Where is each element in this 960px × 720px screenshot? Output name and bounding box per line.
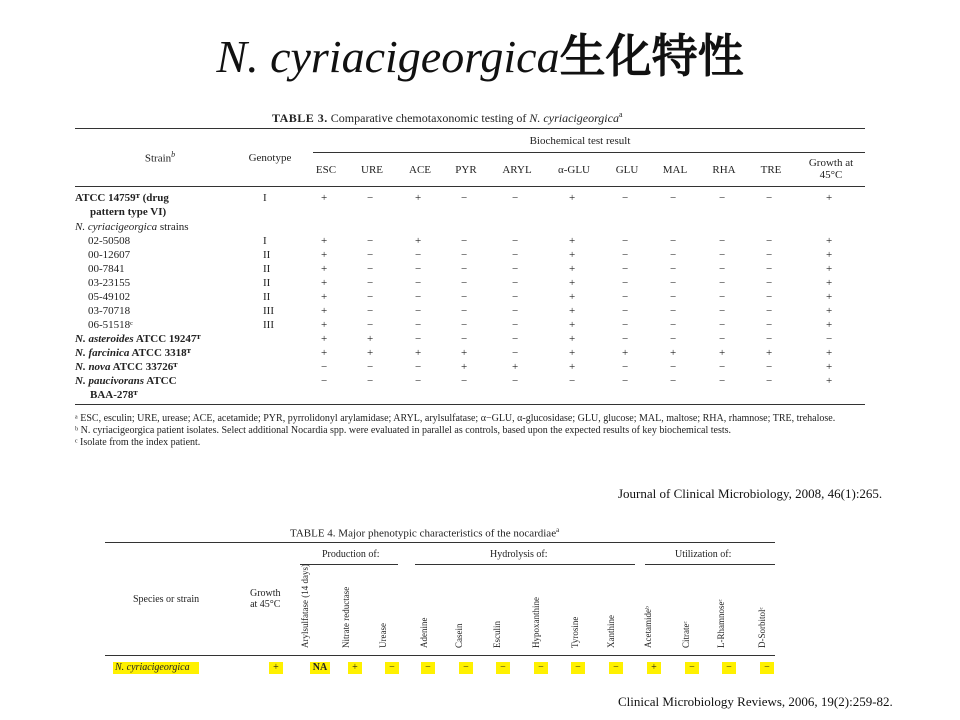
- table3-result-cell: +: [670, 347, 677, 359]
- table3-result-cell: −: [766, 375, 773, 387]
- table3-genotype-cell: II: [263, 249, 271, 261]
- table3-result-cell: −: [670, 192, 677, 204]
- table3-result-cell: +: [826, 263, 833, 275]
- table3-test-header: ARYL: [502, 164, 532, 176]
- table3-result-cell: +: [321, 249, 328, 261]
- table3-result-cell: −: [670, 361, 677, 373]
- table4-group-hydrolysis-rule: [415, 564, 635, 565]
- table3-result-cell: +: [826, 249, 833, 261]
- table4-row-value: +: [647, 662, 661, 674]
- table3-result-cell: −: [719, 375, 726, 387]
- table3-result-cell: +: [569, 192, 576, 204]
- table3-result-cell: −: [367, 192, 374, 204]
- table3-result-cell: −: [622, 235, 629, 247]
- table4-col-species: Species or strain: [133, 594, 200, 605]
- table3-result-cell: +: [415, 347, 422, 359]
- table3-result-cell: −: [622, 375, 629, 387]
- title-cjk: 生化特性: [559, 29, 744, 83]
- table3-col-growth-line1: Growth at: [808, 157, 854, 169]
- table3-result-cell: −: [461, 375, 468, 387]
- table3-result-cell: −: [415, 291, 422, 303]
- table3-strain-label: 06-51518ᶜ: [88, 319, 133, 331]
- table3-result-cell: −: [461, 235, 468, 247]
- table3-result-cell: −: [367, 277, 374, 289]
- table3-result-cell: +: [321, 235, 328, 247]
- table4-col-growth: [250, 588, 281, 610]
- table3-result-cell: −: [766, 192, 773, 204]
- table3-result-cell: −: [766, 319, 773, 331]
- table3-result-cell: −: [415, 249, 422, 261]
- table4-column-header: Acetamideᵇ: [643, 606, 653, 648]
- table4-row-value: −: [722, 662, 736, 674]
- table3-result-cell: −: [461, 305, 468, 317]
- table3-result-cell: +: [321, 263, 328, 275]
- table4-row-value: −: [496, 662, 510, 674]
- table3-result-cell: −: [670, 235, 677, 247]
- table3-result-cell: +: [766, 347, 773, 359]
- table3-result-cell: −: [719, 361, 726, 373]
- table3-result-cell: +: [512, 361, 519, 373]
- table3-col-growth-line2: 45°C: [819, 169, 843, 181]
- table4-row-value: −: [459, 662, 473, 674]
- table3-result-cell: −: [622, 192, 629, 204]
- table3-result-cell: −: [719, 291, 726, 303]
- table4-group-production-rule: [300, 564, 398, 565]
- table3-test-header: ACE: [409, 164, 431, 176]
- table3-result-cell: +: [367, 333, 374, 345]
- table3-result-cell: −: [670, 375, 677, 387]
- table4-title: [290, 526, 559, 540]
- table3-result-cell: −: [670, 319, 677, 331]
- table4-column-header: Urease: [378, 623, 388, 648]
- table3-test-header: PYR: [455, 164, 477, 176]
- table3-strain-label: 03-70718: [88, 305, 131, 317]
- table3-result-cell: +: [367, 347, 374, 359]
- table3-col-genotype: Genotype: [248, 152, 292, 164]
- table3-result-cell: −: [766, 249, 773, 261]
- table3-result-cell: −: [622, 361, 629, 373]
- table3-result-cell: −: [367, 361, 374, 373]
- table4-row-value: +: [269, 662, 283, 674]
- table3-genotype-cell: I: [263, 235, 267, 247]
- table4-row-value: +: [348, 662, 362, 674]
- table3-result-cell: −: [719, 263, 726, 275]
- table3-result-cell: +: [321, 192, 328, 204]
- table3-result-cell: −: [367, 291, 374, 303]
- table3-result-cell: −: [622, 263, 629, 275]
- table3-result-cell: +: [826, 375, 833, 387]
- table3-strain-label: 00-7841: [88, 263, 125, 275]
- table4-title-text: TABLE 4. Major phenotypic characteristics of the nocardiae: [290, 527, 557, 540]
- table3-result-cell: +: [415, 235, 422, 247]
- table3-result-cell: +: [321, 305, 328, 317]
- table3-result-cell: −: [719, 305, 726, 317]
- table3-genotype-cell: II: [263, 263, 271, 275]
- table3-result-cell: −: [461, 249, 468, 261]
- table3-result-cell: +: [826, 192, 833, 204]
- table3-header-rule: [75, 186, 865, 187]
- table3-result-cell: −: [512, 249, 519, 261]
- table3-result-cell: −: [367, 235, 374, 247]
- table3-result-cell: −: [415, 319, 422, 331]
- table3-strain-label: N. asteroides ATCC 19247ᵀ: [75, 333, 201, 345]
- table3-test-header: α-GLU: [557, 164, 591, 176]
- table3-footnote-b: ᵇ N. cyriacigeorgica patient isolates. Select additional Nocardia spp. were evaluated in parallel as controls, based upon the expected results of key biochemical tests.: [75, 425, 732, 436]
- table4-column-header: Nitrate reductase: [341, 586, 351, 648]
- table3-result-cell: −: [622, 249, 629, 261]
- table3-result-cell: −: [719, 277, 726, 289]
- table4-col-growth-line1: Growth: [250, 588, 281, 599]
- table3-result-cell: +: [569, 277, 576, 289]
- table3-result-cell: −: [670, 305, 677, 317]
- table3-result-cell: −: [512, 333, 519, 345]
- table3-result-cell: −: [461, 291, 468, 303]
- table3-result-cell: +: [826, 361, 833, 373]
- table3-result-cell: +: [321, 319, 328, 331]
- table3-result-cell: +: [321, 291, 328, 303]
- table3-result-cell: −: [367, 305, 374, 317]
- table3-genotype-cell: III: [263, 305, 274, 317]
- table4-column-header: Casein: [454, 623, 464, 648]
- table4-group-utilization: Utilization of:: [675, 549, 732, 560]
- table3-result-cell: −: [766, 263, 773, 275]
- table3-group-rule: [313, 152, 865, 153]
- table3-result-cell: −: [512, 319, 519, 331]
- table3-result-cell: +: [321, 277, 328, 289]
- table3-result-cell: +: [569, 291, 576, 303]
- table3-result-cell: −: [766, 361, 773, 373]
- table3-result-cell: +: [826, 277, 833, 289]
- table3-col-strain: [120, 150, 200, 165]
- table3-result-cell: −: [622, 277, 629, 289]
- table3-title-text: Comparative chemotaxonomic testing of: [330, 111, 527, 125]
- table3-result-cell: +: [622, 347, 629, 359]
- table3-strain-label: N. cyriacigeorgica strains: [75, 221, 189, 233]
- table3-result-cell: +: [415, 192, 422, 204]
- table3-test-header: MAL: [662, 164, 688, 176]
- table3-result-cell: −: [569, 375, 576, 387]
- table3-result-cell: +: [569, 263, 576, 275]
- table3-result-cell: +: [569, 347, 576, 359]
- title-species: N. cyriacigeorgica: [216, 31, 560, 82]
- table3-result-cell: −: [512, 347, 519, 359]
- table3-result-cell: +: [569, 249, 576, 261]
- table3-result-cell: +: [569, 361, 576, 373]
- table3-result-cell: +: [321, 347, 328, 359]
- table3-result-cell: +: [461, 347, 468, 359]
- table4-group-utilization-rule: [645, 564, 775, 565]
- table3-genotype-cell: II: [263, 277, 271, 289]
- table3-result-cell: −: [766, 333, 773, 345]
- table3-result-cell: −: [826, 333, 833, 345]
- table3-strain-label: 03-23155: [88, 277, 131, 289]
- table3-result-cell: −: [512, 305, 519, 317]
- table3-strain-label: 02-50508: [88, 235, 131, 247]
- table3-result-cell: −: [367, 319, 374, 331]
- table3-genotype-cell: III: [263, 319, 274, 331]
- table3-title-species: N. cyriacigeorgica: [529, 111, 619, 125]
- table4-row-species: N. cyriacigeorgica: [115, 662, 190, 673]
- table4-header-rule: [105, 655, 775, 656]
- table3-citation: Journal of Clinical Microbiology, 2008, 46(1):265.: [618, 486, 883, 501]
- table3-result-cell: −: [461, 333, 468, 345]
- table3-test-header: ESC: [315, 164, 337, 176]
- table3-result-cell: −: [766, 235, 773, 247]
- table3-result-cell: +: [321, 333, 328, 345]
- table4-column-header: Tyrosine: [570, 616, 580, 648]
- table3-result-cell: −: [512, 375, 519, 387]
- table3-result-cell: −: [415, 375, 422, 387]
- table4-column-header: Esculin: [492, 621, 502, 648]
- slide-title: [0, 20, 960, 86]
- table4-row-value: −: [385, 662, 399, 674]
- table3-result-cell: +: [826, 319, 833, 331]
- table3-result-cell: +: [826, 305, 833, 317]
- table3-result-cell: −: [367, 375, 374, 387]
- table3-result-cell: −: [622, 333, 629, 345]
- table3-result-cell: −: [367, 263, 374, 275]
- table3-result-cell: +: [826, 291, 833, 303]
- table4-row-value: −: [421, 662, 435, 674]
- table3-footnotes: [75, 413, 865, 449]
- table3-title-prefix: TABLE 3.: [272, 111, 328, 125]
- table4-top-rule: [105, 542, 775, 543]
- table3-top-rule: [75, 128, 865, 129]
- table3-result-cell: −: [766, 305, 773, 317]
- table3-result-cell: −: [461, 277, 468, 289]
- table3-col-strain-label: Strain: [144, 152, 172, 165]
- table3-result-cell: −: [719, 333, 726, 345]
- table3-strain-label: N. nova ATCC 33726ᵀ: [75, 361, 178, 373]
- table3-test-header: URE: [361, 164, 383, 176]
- table4-column-header: Adenine: [419, 617, 429, 648]
- table3-result-cell: −: [719, 235, 726, 247]
- table3-strain-label: BAA-278ᵀ: [90, 389, 138, 401]
- table3-footnote-a: ᵃ ESC, esculin; URE, urease; ACE, acetamide; PYR, pyrrolidonyl arylamidase; ARYL, arylsulfatase; α−GLU, α-glucosidase; GLU, glucose; MAL, maltose; RHA, rhamnose; TRE, trehalose.: [75, 413, 836, 424]
- table3-title: [272, 110, 623, 126]
- table3-result-cell: +: [569, 319, 576, 331]
- table4-row-value: −: [534, 662, 548, 674]
- table3-result-cell: +: [461, 361, 468, 373]
- table3-strain-label: pattern type VI): [90, 206, 167, 218]
- table3-result-cell: −: [670, 277, 677, 289]
- table4-row-value: −: [760, 662, 774, 674]
- table3-strain-label: 05-49102: [88, 291, 131, 303]
- table3-result-cell: −: [670, 291, 677, 303]
- table3-title-sup: a: [618, 110, 623, 119]
- table4-column-header: Xanthine: [606, 615, 616, 648]
- table3-result-cell: +: [569, 305, 576, 317]
- table3-result-cell: −: [512, 235, 519, 247]
- table3-result-cell: −: [512, 263, 519, 275]
- table4-title-sup: a: [556, 526, 560, 534]
- table3-group-header: Biochemical test result: [529, 135, 631, 147]
- table3-result-cell: −: [719, 319, 726, 331]
- table3-result-cell: −: [461, 263, 468, 275]
- table3-result-cell: −: [321, 361, 328, 373]
- table3-result-cell: −: [670, 249, 677, 261]
- table3-strain-label: ATCC 14759ᵀ (drug: [75, 192, 169, 204]
- table4-row-value: NA: [310, 662, 330, 674]
- table3-test-header: TRE: [760, 164, 782, 176]
- table3-result-cell: +: [569, 235, 576, 247]
- table3-result-cell: −: [622, 291, 629, 303]
- table3-genotype-cell: I: [263, 192, 267, 204]
- table3-result-cell: −: [766, 277, 773, 289]
- table3-result-cell: −: [622, 305, 629, 317]
- table4-row-value: −: [571, 662, 585, 674]
- table3-result-cell: +: [826, 235, 833, 247]
- table3-result-cell: −: [415, 333, 422, 345]
- table3-result-cell: −: [415, 305, 422, 317]
- table3-result-cell: −: [415, 277, 422, 289]
- table4-column-header: Hypoxanthine: [531, 597, 541, 648]
- table3-result-cell: +: [569, 333, 576, 345]
- table3-result-cell: −: [512, 277, 519, 289]
- table3-result-cell: +: [826, 347, 833, 359]
- table3-result-cell: −: [512, 291, 519, 303]
- table4-row-value: −: [685, 662, 699, 674]
- table4-group-hydrolysis: Hydrolysis of:: [490, 549, 548, 560]
- table3-result-cell: −: [622, 319, 629, 331]
- table3-result-cell: −: [719, 192, 726, 204]
- table3-result-cell: −: [461, 319, 468, 331]
- table3-strain-label: 00-12607: [88, 249, 131, 261]
- table4-column-header: Arylsulfatase (14 days): [300, 564, 310, 648]
- table3-bottom-rule: [75, 404, 865, 405]
- table3-test-header: RHA: [712, 164, 736, 176]
- table3-result-cell: −: [670, 333, 677, 345]
- table3-result-cell: −: [415, 361, 422, 373]
- table4-column-header: L-Rhamnoseᶜ: [716, 599, 726, 648]
- table4-column-header: D-Sorbitolᶜ: [757, 607, 767, 648]
- table3-footnote-c: ᶜ Isolate from the index patient.: [75, 437, 201, 448]
- table4-citation: Clinical Microbiology Reviews, 2006, 19(2):259-82.: [618, 694, 893, 709]
- table4-row-value: −: [609, 662, 623, 674]
- table3-result-cell: +: [719, 347, 726, 359]
- table3-result-cell: −: [766, 291, 773, 303]
- table4-col-growth-line2: at 45°C: [250, 599, 281, 610]
- table3-test-header: GLU: [615, 164, 639, 176]
- table3-result-cell: −: [321, 375, 328, 387]
- table3-result-cell: −: [719, 249, 726, 261]
- table3-strain-label: N. farcinica ATCC 3318ᵀ: [75, 347, 191, 359]
- table4-group-production: Production of:: [322, 549, 380, 560]
- table3-col-growth: [800, 157, 862, 181]
- table3-strain-label: N. paucivorans ATCC: [75, 375, 177, 387]
- table4-row-species-highlight: [113, 662, 199, 674]
- table3-result-cell: −: [367, 249, 374, 261]
- table3-genotype-cell: II: [263, 291, 271, 303]
- table3-result-cell: −: [670, 263, 677, 275]
- table3-result-cell: −: [512, 192, 519, 204]
- table3-result-cell: −: [461, 192, 468, 204]
- table4-column-header: Citrateᶜ: [681, 621, 691, 648]
- table3-result-cell: −: [415, 263, 422, 275]
- table3-col-strain-sup: b: [171, 150, 176, 159]
